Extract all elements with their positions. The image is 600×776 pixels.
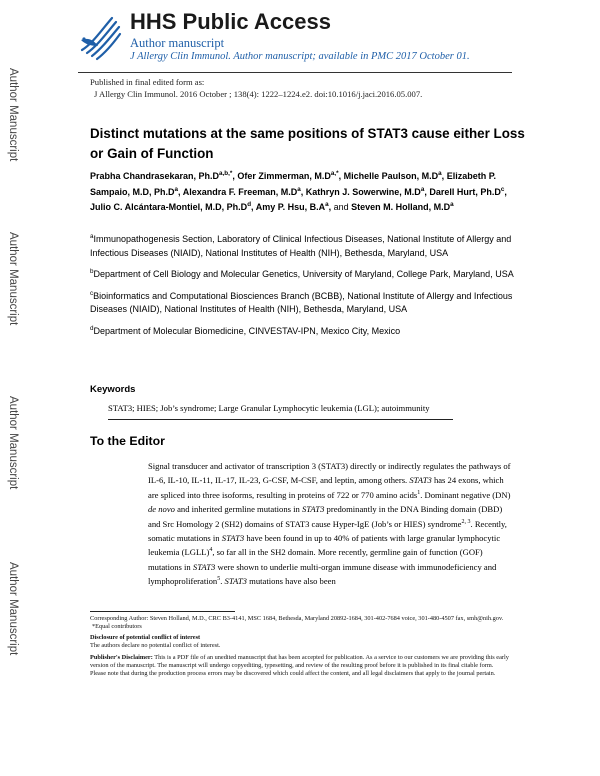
author: Amy P. Hsu, B.A <box>255 202 326 212</box>
body-text: and inherited germline mutations in <box>174 504 302 515</box>
equal-contributors: *Equal contributors <box>92 623 142 630</box>
affiliation <box>90 290 520 317</box>
affiliation-sup: c <box>90 289 94 297</box>
body-text: . Recently, somatic mutations in <box>148 518 507 544</box>
author-sup: d <box>247 201 252 208</box>
corresponding-author: Corresponding Author: Steven Holland, M.D., CRC B3-4141, MSC 1684, Bethesda, Maryland 20892-1684, 301-402-7684 voice, 301-480-4507 fax, smh@nih.gov. <box>90 615 504 622</box>
published-line-2: J Allergy Clin Immunol. 2016 October ; 138(4): 1222–1224.e2. doi:10.1016/j.jaci.2016.05.007. <box>94 89 423 99</box>
author-sup: a <box>174 185 179 193</box>
author: Ofer Zimmerman, M.D <box>237 171 331 181</box>
side-label-text: Author Manuscript <box>7 396 19 490</box>
keywords-heading: Keywords <box>90 384 136 395</box>
body-text: Signal transducer and activator of transcription 3 (STAT3) directly or indirectly regulates the pathways of IL-6, IL-10, IL-11, IL-17, IL-23, G-CSF, M-CSF, and leptin, among others. <box>148 461 511 486</box>
side-label-text: Author Manuscript <box>7 232 19 326</box>
author-list: Prabha Chandrasekaran, $Ph.D^{a,b,*}$, Ofer Zimmerman, $M.D^{a,*}$, Michelle Paulson, $M.D^a$, Elizabeth P. Sampaio, M.D, $Ph.D^a$, Alexandra F. Freeman, $M.D^a$, Kathryn J. Sowerwine, $M.D^a$, Darell Hurt, $Ph.D^c$, Julio C. Alcántara-Montiel, M.D, $Ph.D^d$, Amy P. Hsu, $B.A^a$, and Steven M. Holland, $M.D^a$ <box>90 170 507 212</box>
gene-name: STAT3 <box>221 533 245 544</box>
author-sup: a <box>450 201 454 208</box>
keywords-text: STAT3; HIES; Job’s syndrome; Large Granular Lymphocytic leukemia (LGL); autoimmunity <box>108 403 430 413</box>
body-italic: de novo <box>148 504 175 515</box>
affiliation-text: Department of Molecular Biomedicine, CINVESTAV-IPN, Mexico City, Mexico <box>93 325 401 336</box>
affiliation <box>90 233 520 260</box>
footnotes <box>90 615 510 678</box>
published-line-1: Published in final edited form as: <box>90 77 205 87</box>
author: Steven M. Holland, M.D <box>351 202 451 212</box>
author: Julio C. Alcántara-Montiel, M.D, Ph.D <box>90 202 248 212</box>
author: Kathryn J. Sowerwine, M.D <box>305 186 421 197</box>
citation-ref[interactable]: 5 <box>217 576 221 583</box>
citation-ref[interactable]: 4 <box>209 547 213 554</box>
footnote-divider <box>90 611 235 612</box>
header-title: HHS Public Access <box>130 9 331 34</box>
affiliation-text: Department of Cell Biology and Molecular Genetics, University of Maryland, College Park, Maryland, USA <box>93 269 514 279</box>
hhs-eagle-logo-icon <box>78 10 122 64</box>
article-title: Distinct mutations at the same positions of STAT3 cause either Loss or Gain of Function <box>90 126 525 161</box>
author-sup: c <box>500 185 505 193</box>
side-label-text: Author Manuscript <box>7 68 19 162</box>
author-sup: a <box>438 170 442 177</box>
body-text: have been found in up to 40% of patients with large granular lymphocytic leukemia (LGLL) <box>148 533 501 558</box>
body-text: were shown to underlie multi-organ immune disease with immunodeficiency and lymphoproliferation <box>148 561 497 587</box>
author: Darell Hurt, Ph.D <box>429 186 501 197</box>
affiliation-sup: b <box>90 268 94 275</box>
section-heading: To the Editor <box>90 434 165 448</box>
side-label-text: Author Manuscript <box>7 562 19 656</box>
body-paragraph <box>148 459 513 589</box>
author-and: and <box>333 202 349 212</box>
affiliation-sup: d <box>90 324 94 332</box>
author: Prabha Chandrasekaran, Ph.D <box>90 171 220 181</box>
header-divider <box>78 72 512 73</box>
header-subtitle: Author manuscript <box>130 36 225 50</box>
publisher-disclaimer <box>90 654 510 678</box>
affiliation <box>90 325 520 339</box>
citation-ref[interactable]: 1 <box>417 489 421 496</box>
header-citation: J Allergy Clin Immunol. Author manuscript; available in PMC 2017 October 01. <box>130 51 470 62</box>
disclosure-heading: Disclosure of potential conflict of interest <box>90 634 201 641</box>
side-label-2 <box>3 232 23 352</box>
author: Alexandra F. Freeman, M.D <box>182 186 298 197</box>
author-sup: a <box>297 185 301 193</box>
publisher-disclaimer-text: This is a PDF file of an unedited manuscript that has been accepted for publication. As a service to our customers we are providing this early version of the manuscript. The manuscript will undergo copyediting, typesetting, and review of the resulting proof before it is published in its final citable form. Please note that during the production process errors may be discovered which could affect the content, and all legal disclaimers that apply to the journal pertain. <box>90 654 509 677</box>
disclosure-text: The authors declare no potential conflict of interest. <box>90 642 221 649</box>
author-sup: a <box>325 201 329 208</box>
header <box>78 6 518 70</box>
side-label-3 <box>3 396 23 516</box>
body-text: , so far all in the SH2 domain. More recently, germline gain of function (GOF) mutations in <box>148 547 483 572</box>
gene-name: STAT3 <box>192 561 216 572</box>
gene-name: STAT3 <box>224 576 247 587</box>
affiliation-text: Immunopathogenesis Section, Laboratory of Clinical Infectious Diseases, National Institute of Allergy and Infectious Diseases (NIAID), National Institutes of Health (NIH), Bethesda, Maryland, USA <box>90 234 512 258</box>
gene-name: STAT3 <box>409 475 432 486</box>
author-sup: a <box>420 185 425 193</box>
affiliations <box>90 233 520 346</box>
body-text: predominantly in the DNA Binding domain (DBD) and Src Homology 2 (SH2) domains of STAT3 cause Hyper-IgE (Job’s or HIES) syndrome <box>148 504 503 529</box>
side-label-4 <box>3 562 23 682</box>
affiliation-text: Bioinformatics and Computational Biosciences Branch (BCBB), National Institute of Allergy and Infectious Diseases (NIAID), National Institutes of Health (NIH), Bethesda, Maryland, USA <box>90 290 513 314</box>
published-info <box>90 76 422 100</box>
author-sup: a,* <box>330 170 339 177</box>
keywords-divider <box>108 419 453 420</box>
affiliation <box>90 268 520 282</box>
author: Michelle Paulson, M.D <box>343 171 439 181</box>
body-text: mutations have also been <box>246 576 336 587</box>
body-text: . Dominant negative (DN) <box>420 489 511 500</box>
affiliation-sup: a <box>90 233 94 240</box>
author: Elizabeth P. Sampaio, M.D, Ph.D <box>90 171 497 197</box>
citation-ref[interactable]: 2, 3 <box>461 518 471 525</box>
body-text: has 24 exons, which are spliced into three isoforms, resulting in proteins of 722 or 770 amino acids <box>148 475 504 500</box>
gene-name: STAT3 <box>301 504 325 515</box>
author-sup: a,b,* <box>219 170 233 177</box>
publisher-disclaimer-label: Publisher's Disclaimer: <box>90 654 153 661</box>
body-text: . <box>220 576 225 587</box>
side-label-1 <box>3 68 23 188</box>
